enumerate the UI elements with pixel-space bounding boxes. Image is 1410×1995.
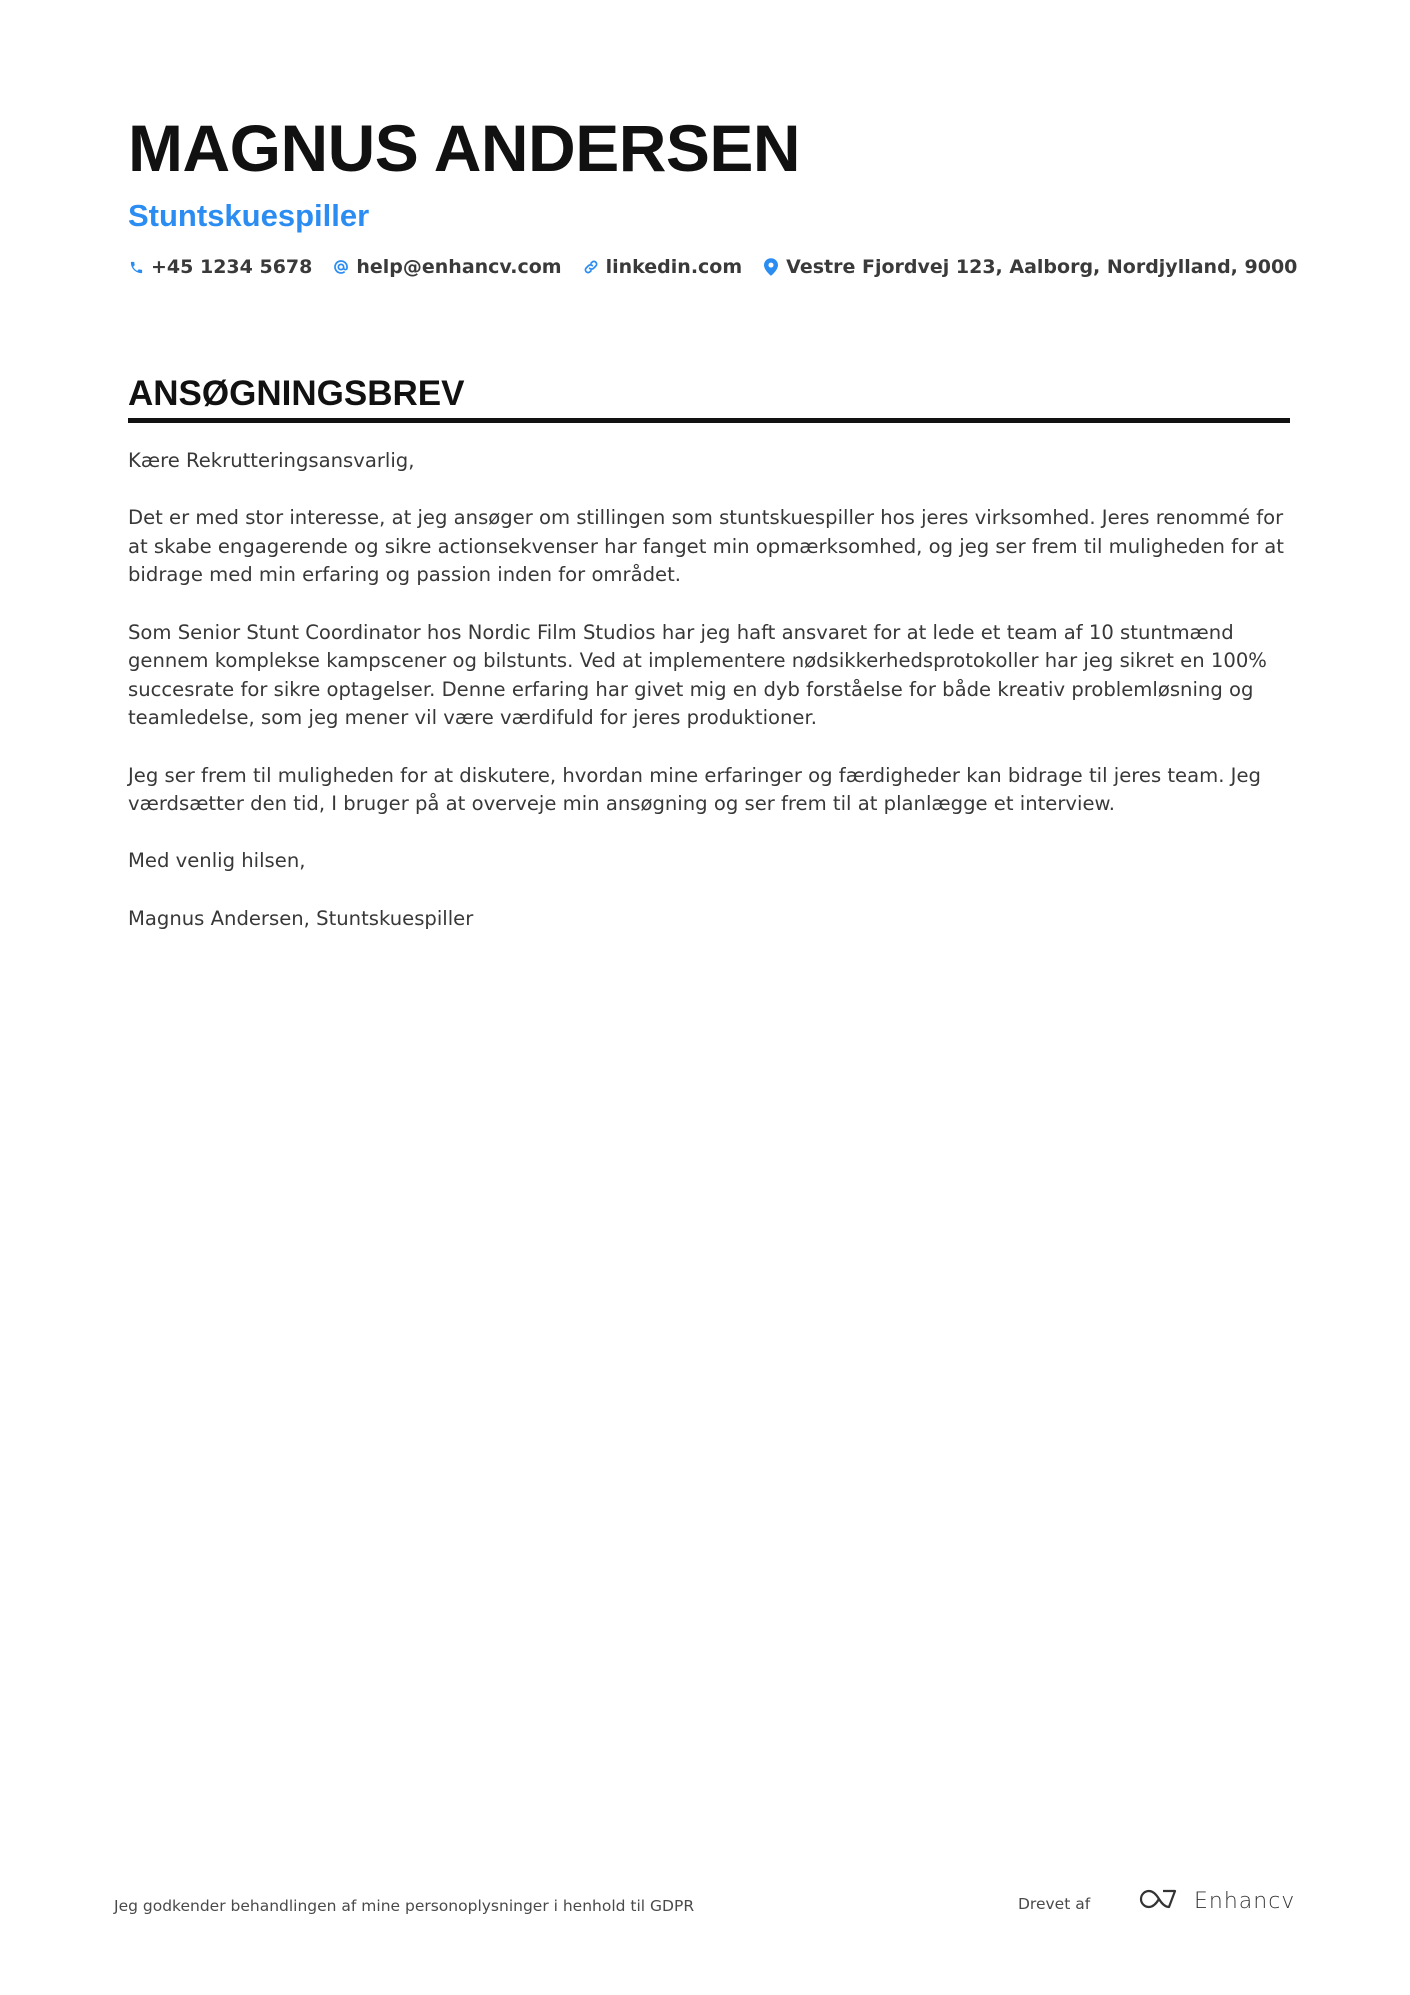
powered-by-text: Drevet af: [1018, 1895, 1091, 1913]
at-icon: [333, 258, 349, 276]
job-title: Stuntskuespiller: [128, 198, 370, 233]
contact-address: [763, 256, 1297, 278]
letter-closing: Med venlig hilsen,: [128, 849, 306, 873]
phone-icon: [128, 258, 144, 276]
contact-bar: [128, 256, 1298, 278]
letter-greeting: Kære Rekrutteringsansvarlig,: [128, 449, 415, 472]
letter-paragraph: Som Senior Stunt Coordinator hos Nordic Film Studios har jeg haft ansvaret for at lede et team af 10 stuntmænd gennem komplekse kampscener og bilstunts. Ved at implementere nødsikkerhedsprotokoller har jeg sikret en 100% succesrate for sikre optagelser. Denne erfaring har givet mig en dyb forståelse for både kreativ problemløsning og teamledelse, som jeg mener vil være værdifuld for jeres produktioner.: [128, 620, 1267, 730]
section-title: ANSØGNINGSBREV: [128, 372, 1290, 423]
cover-letter-page: [128, 108, 1298, 962]
linkedin-text: linkedin.com: [605, 256, 743, 278]
contact-phone: [128, 256, 312, 278]
letter-paragraph: Det er med stor interesse, at jeg ansøger om stillingen som stuntskuespiller hos jeres virksomhed. Jeres renommé for at skabe engagerende og sikre actionsekvenser har fanget min opmærksomhed, og jeg ser frem til muligheden for at bidrage med min erfaring og passion inden for området.: [128, 506, 1284, 587]
address-text: Vestre Fjordvej 123, Aalborg, Nordjylland, 9000: [786, 256, 1298, 278]
location-pin-icon: [763, 258, 779, 276]
email-text: help@enhancv.com: [356, 256, 562, 278]
enhancv-logo-icon: [1138, 1887, 1184, 1915]
contact-email[interactable]: [333, 256, 561, 278]
footer: [0, 1885, 1410, 1925]
link-icon: [583, 258, 599, 276]
contact-linkedin[interactable]: [583, 256, 743, 278]
gdpr-consent-text: Jeg godkender behandlingen af mine personoplysninger i henhold til GDPR: [114, 1897, 695, 1915]
letter-body: [128, 447, 1290, 933]
letter-paragraph: Jeg ser frem til muligheden for at diskutere, hvordan mine erfaringer og færdigheder kan bidrage til jeres team. Jeg værdsætter den tid, I bruger på at overveje min ansøgning og ser frem til at planlægge et interview.: [128, 763, 1261, 816]
enhancv-brand-name: Enhancv: [1194, 1888, 1296, 1914]
phone-text: +45 1234 5678: [151, 256, 313, 278]
applicant-name: MAGNUS ANDERSEN: [128, 111, 801, 185]
enhancv-brand[interactable]: [1138, 1887, 1295, 1915]
letter-signature: Magnus Andersen, Stuntskuespiller: [128, 906, 474, 930]
